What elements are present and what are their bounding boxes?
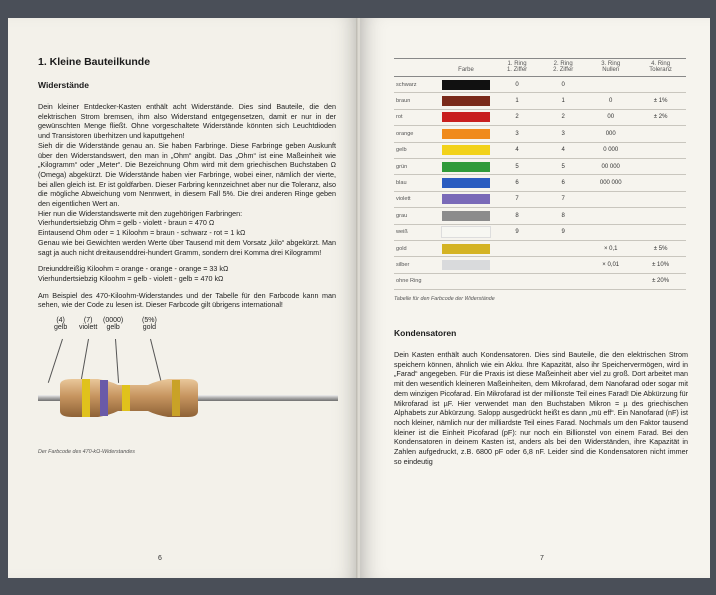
band-code: (4) <box>56 317 65 325</box>
table-row <box>394 158 686 174</box>
color-swatch <box>438 175 494 191</box>
ring4-value: ± 20% <box>635 273 686 289</box>
band-label-4 <box>142 317 157 331</box>
ring4-value <box>635 208 686 224</box>
color-swatch <box>438 142 494 158</box>
ring1-value <box>494 240 540 256</box>
ring2-value <box>540 273 586 289</box>
paragraph-intro: Dein kleiner Entdecker-Kasten enthält acht Widerstände. Dies sind Bauteile, die den elektrischen Strom bremsen, ihm also Widerstand entgegensetzen, damit er nur in der gewünschten Menge fließt. Ohne vorgeschaltete Widerstände könnten sich Leuchtdioden und Transistoren überhitzen und kaputtgehen! <box>38 102 336 141</box>
color-swatch <box>438 224 494 240</box>
header-ring1: 1. Ring 1. Ziffer <box>494 59 540 77</box>
paragraph-farbringe: Sieh dir die Widerstände genau an. Sie haben Farbringe. Diese Farbringe geben Auskunft über den Widerstandswert, den man in „Ohm“ angibt. Das „Ohm“ ist eine Maßeinheit wie „Kilogramm“ oder „Meter“. Die Bezeichnung Ohm wird mit dem griechischen Buchstaben Ω (Omega) abgekürzt. Die Widerstände haben vier Farbringe, wobei einer, nämlich der vierte, bei allen gleich ist. Er ist goldfarben. Dieser Farbring kennzeichnet aber nur die Toleranz, also die mögliche Abweichung vom Nennwert, in diesem Fall 5%. Die drei anderen Ringe geben den eigentlichen Wert an. <box>38 140 336 209</box>
table-row <box>394 93 686 109</box>
color-name: orange <box>394 126 438 142</box>
table-row <box>394 257 686 273</box>
band-gelb <box>82 379 90 417</box>
band-label-3 <box>103 317 123 331</box>
ring2-value: 2 <box>540 109 586 125</box>
header-ring4: 4. Ring Toleranz <box>635 59 686 77</box>
paragraph-beispiel: Am Beispiel des 470-Kiloohm-Widerstandes und der Tabelle für den Farbcode kann man sehen, wie der Code zu lesen ist. Dieser Farbcode gilt übrigens international! <box>38 290 336 310</box>
color-name: violett <box>394 191 438 207</box>
color-name: weiß <box>394 224 438 240</box>
color-name: braun <box>394 93 438 109</box>
ring1-value: 6 <box>494 175 540 191</box>
ring3-value <box>586 224 635 240</box>
ring3-value: 000 <box>586 126 635 142</box>
ring1-value: 4 <box>494 142 540 158</box>
header-farbe: Farbe <box>438 59 494 77</box>
chapter-heading: 1. Kleine Bauteilkunde <box>38 56 151 68</box>
ring3-value: × 0,1 <box>586 240 635 256</box>
ring2-value: 5 <box>540 158 586 174</box>
color-name: schwarz <box>394 77 438 93</box>
ring4-value <box>635 224 686 240</box>
ring1-value <box>494 273 540 289</box>
band-color: gelb <box>106 324 120 332</box>
table-caption: Tabelle für den Farbcode der Widerstände <box>394 296 495 303</box>
ring3-value <box>586 77 635 93</box>
table-header-row <box>394 59 686 77</box>
resistor-figure <box>38 317 336 447</box>
color-name: rot <box>394 109 438 125</box>
table-row <box>394 142 686 158</box>
color-swatch-block <box>442 178 490 188</box>
ring3-value <box>586 273 635 289</box>
color-name: grün <box>394 158 438 174</box>
color-swatch-block <box>442 145 490 155</box>
ring2-value: 1 <box>540 93 586 109</box>
color-name: gelb <box>394 142 438 158</box>
ring2-value: 4 <box>540 142 586 158</box>
ring4-value: ± 1% <box>635 93 686 109</box>
color-swatch <box>438 126 494 142</box>
table-row <box>394 109 686 125</box>
table-body <box>394 77 686 290</box>
section-heading-widerstaende: Widerstände <box>38 80 89 90</box>
ring3-value: 0 <box>586 93 635 109</box>
color-name: blau <box>394 175 438 191</box>
band-code: (0000) <box>103 317 124 325</box>
section-heading-kondensatoren: Kondensatoren <box>394 328 457 339</box>
color-swatch-block <box>442 162 490 172</box>
paragraph-kondensatoren: Dein Kasten enthält auch Kondensatoren. Dies sind Bauteile, die den elektrischen Strom speichern können, ähnlich wie ein Akku. Ihre Kapazität, also ihr Speichervermögen, wird in „Farad“ angegeben. Für die Praxis ist diese Maßeinheit aber viel zu groß. Dort arbeitet man mit den wesentlich kleineren Maßeinheiten, dem Mikrofarad, dem Nanofarad oder sogar mit dem winzigen Picofarad. Ein Mikrofarad ist der millionste Teil eines Farad! Die Abkürzung für Mikrofarad ist µF. Hier verwendet man den Buchstaben Mikron = µ des griechischen Alphabets zur Abkürzung. Salopp ausgedrückt heißt es dann „mü eff“. Ein Nanofarad (nF) ist noch kleiner, nämlich nur der milliardste Teil eines Farad. Nochmals um den Faktor tausend kleiner ist die Einheit Picofarad (pF): nur noch ein Billionstel von einem Farad. Bei den Kondensatoren in deinem Kasten ist, anders als bei den Widerständen, ihre Kapazität in Zahlen aufgedruckt, z.B. 6800 pF oder 6,8 nF. Leider sind die Kondensatoren nicht immer so eindeutig <box>394 350 688 466</box>
band-violett <box>100 380 108 416</box>
ring2-value: 0 <box>540 77 586 93</box>
paragraph-kiloohm: Dreiunddreißig Kiloohm = orange - orange - orange = 33 kΩ Vierhundertsiebzig Kiloohm = gelb - violett - gelb = 470 kΩ <box>38 264 229 283</box>
ring3-value <box>586 208 635 224</box>
ring2-value: 6 <box>540 175 586 191</box>
band-gold <box>172 380 180 416</box>
ring3-value <box>586 191 635 207</box>
band-gelb <box>122 385 130 411</box>
color-name: gold <box>394 240 438 256</box>
ring4-value <box>635 142 686 158</box>
ring1-value <box>494 257 540 273</box>
ring4-value: ± 5% <box>635 240 686 256</box>
table-row <box>394 126 686 142</box>
ring3-value: × 0,01 <box>586 257 635 273</box>
page-number-left: 6 <box>158 555 162 562</box>
ring1-value: 8 <box>494 208 540 224</box>
table-row <box>394 208 686 224</box>
ring4-value <box>635 77 686 93</box>
color-swatch-block <box>442 260 490 270</box>
ring3-value: 0 000 <box>586 142 635 158</box>
color-swatch-block <box>442 80 490 90</box>
color-swatch-block <box>442 244 490 254</box>
ring3-value: 00 000 <box>586 158 635 174</box>
table-row <box>394 175 686 191</box>
color-swatch-block <box>442 211 490 221</box>
table-row <box>394 77 686 93</box>
ring1-value: 3 <box>494 126 540 142</box>
band-label-1 <box>54 317 67 331</box>
figure-caption: Der Farbcode des 470-kΩ-Widerstandes <box>38 449 135 456</box>
ring4-value <box>635 126 686 142</box>
ring1-value: 1 <box>494 93 540 109</box>
header-ring3: 3. Ring Nullen <box>586 59 635 77</box>
ring1-value: 2 <box>494 109 540 125</box>
right-page <box>360 18 710 578</box>
color-swatch <box>438 109 494 125</box>
ring3-value: 00 <box>586 109 635 125</box>
ring2-value: 3 <box>540 126 586 142</box>
ring4-value: ± 10% <box>635 257 686 273</box>
color-swatch <box>438 158 494 174</box>
color-swatch-block <box>442 129 490 139</box>
page-number-right: 7 <box>540 555 544 562</box>
ring2-value: 8 <box>540 208 586 224</box>
ring3-value: 000 000 <box>586 175 635 191</box>
color-swatch-block <box>442 96 490 106</box>
ring2-value <box>540 257 586 273</box>
color-swatch <box>438 93 494 109</box>
ring4-value <box>635 158 686 174</box>
band-code: (5%) <box>142 317 157 325</box>
band-code: (7) <box>83 317 93 325</box>
color-name: grau <box>394 208 438 224</box>
ring2-value: 9 <box>540 224 586 240</box>
color-name: ohne Ring <box>394 273 438 289</box>
header-ring2: 2. Ring 2. Ziffer <box>540 59 586 77</box>
paragraph-werte: Hier nun die Widerstandswerte mit den zugehörigen Farbringen: Vierhundertsiebzig Ohm = gelb - violett - braun = 470 Ω Eintausend Ohm oder = 1 Kiloohm = braun - schwarz - rot = 1 kΩ Genau wie bei Gewichten werden Werte über Tausend mit dem Vorsatz „kilo“ abgekürzt. Man sagt ja auch nicht dreitausenddrei-hundert Gramm, sondern drei Komma drei Kilogramm! <box>38 208 336 257</box>
header-empty <box>394 59 438 77</box>
table-row <box>394 273 686 289</box>
color-code-table <box>394 58 686 290</box>
table-row <box>394 240 686 256</box>
color-swatch <box>438 208 494 224</box>
color-swatch <box>438 257 494 273</box>
color-swatch <box>438 273 494 289</box>
color-swatch <box>438 77 494 93</box>
color-swatch <box>438 191 494 207</box>
left-page <box>8 18 358 578</box>
band-color: violett <box>79 324 98 332</box>
band-color: gold <box>142 324 156 332</box>
color-swatch-block <box>442 112 490 122</box>
ring4-value: ± 2% <box>635 109 686 125</box>
ring1-value: 9 <box>494 224 540 240</box>
band-color: gelb <box>54 324 68 332</box>
ring2-value: 7 <box>540 191 586 207</box>
ring1-value: 0 <box>494 77 540 93</box>
ring2-value <box>540 240 586 256</box>
ring4-value <box>635 175 686 191</box>
ring1-value: 5 <box>494 158 540 174</box>
resistor-illustration <box>38 375 338 425</box>
color-name: silber <box>394 257 438 273</box>
table-row <box>394 224 686 240</box>
ring1-value: 7 <box>494 191 540 207</box>
ring4-value <box>635 191 686 207</box>
color-swatch-block <box>441 226 491 238</box>
band-label-2 <box>79 317 97 331</box>
color-swatch <box>438 240 494 256</box>
color-swatch-block <box>442 194 490 204</box>
table-row <box>394 191 686 207</box>
